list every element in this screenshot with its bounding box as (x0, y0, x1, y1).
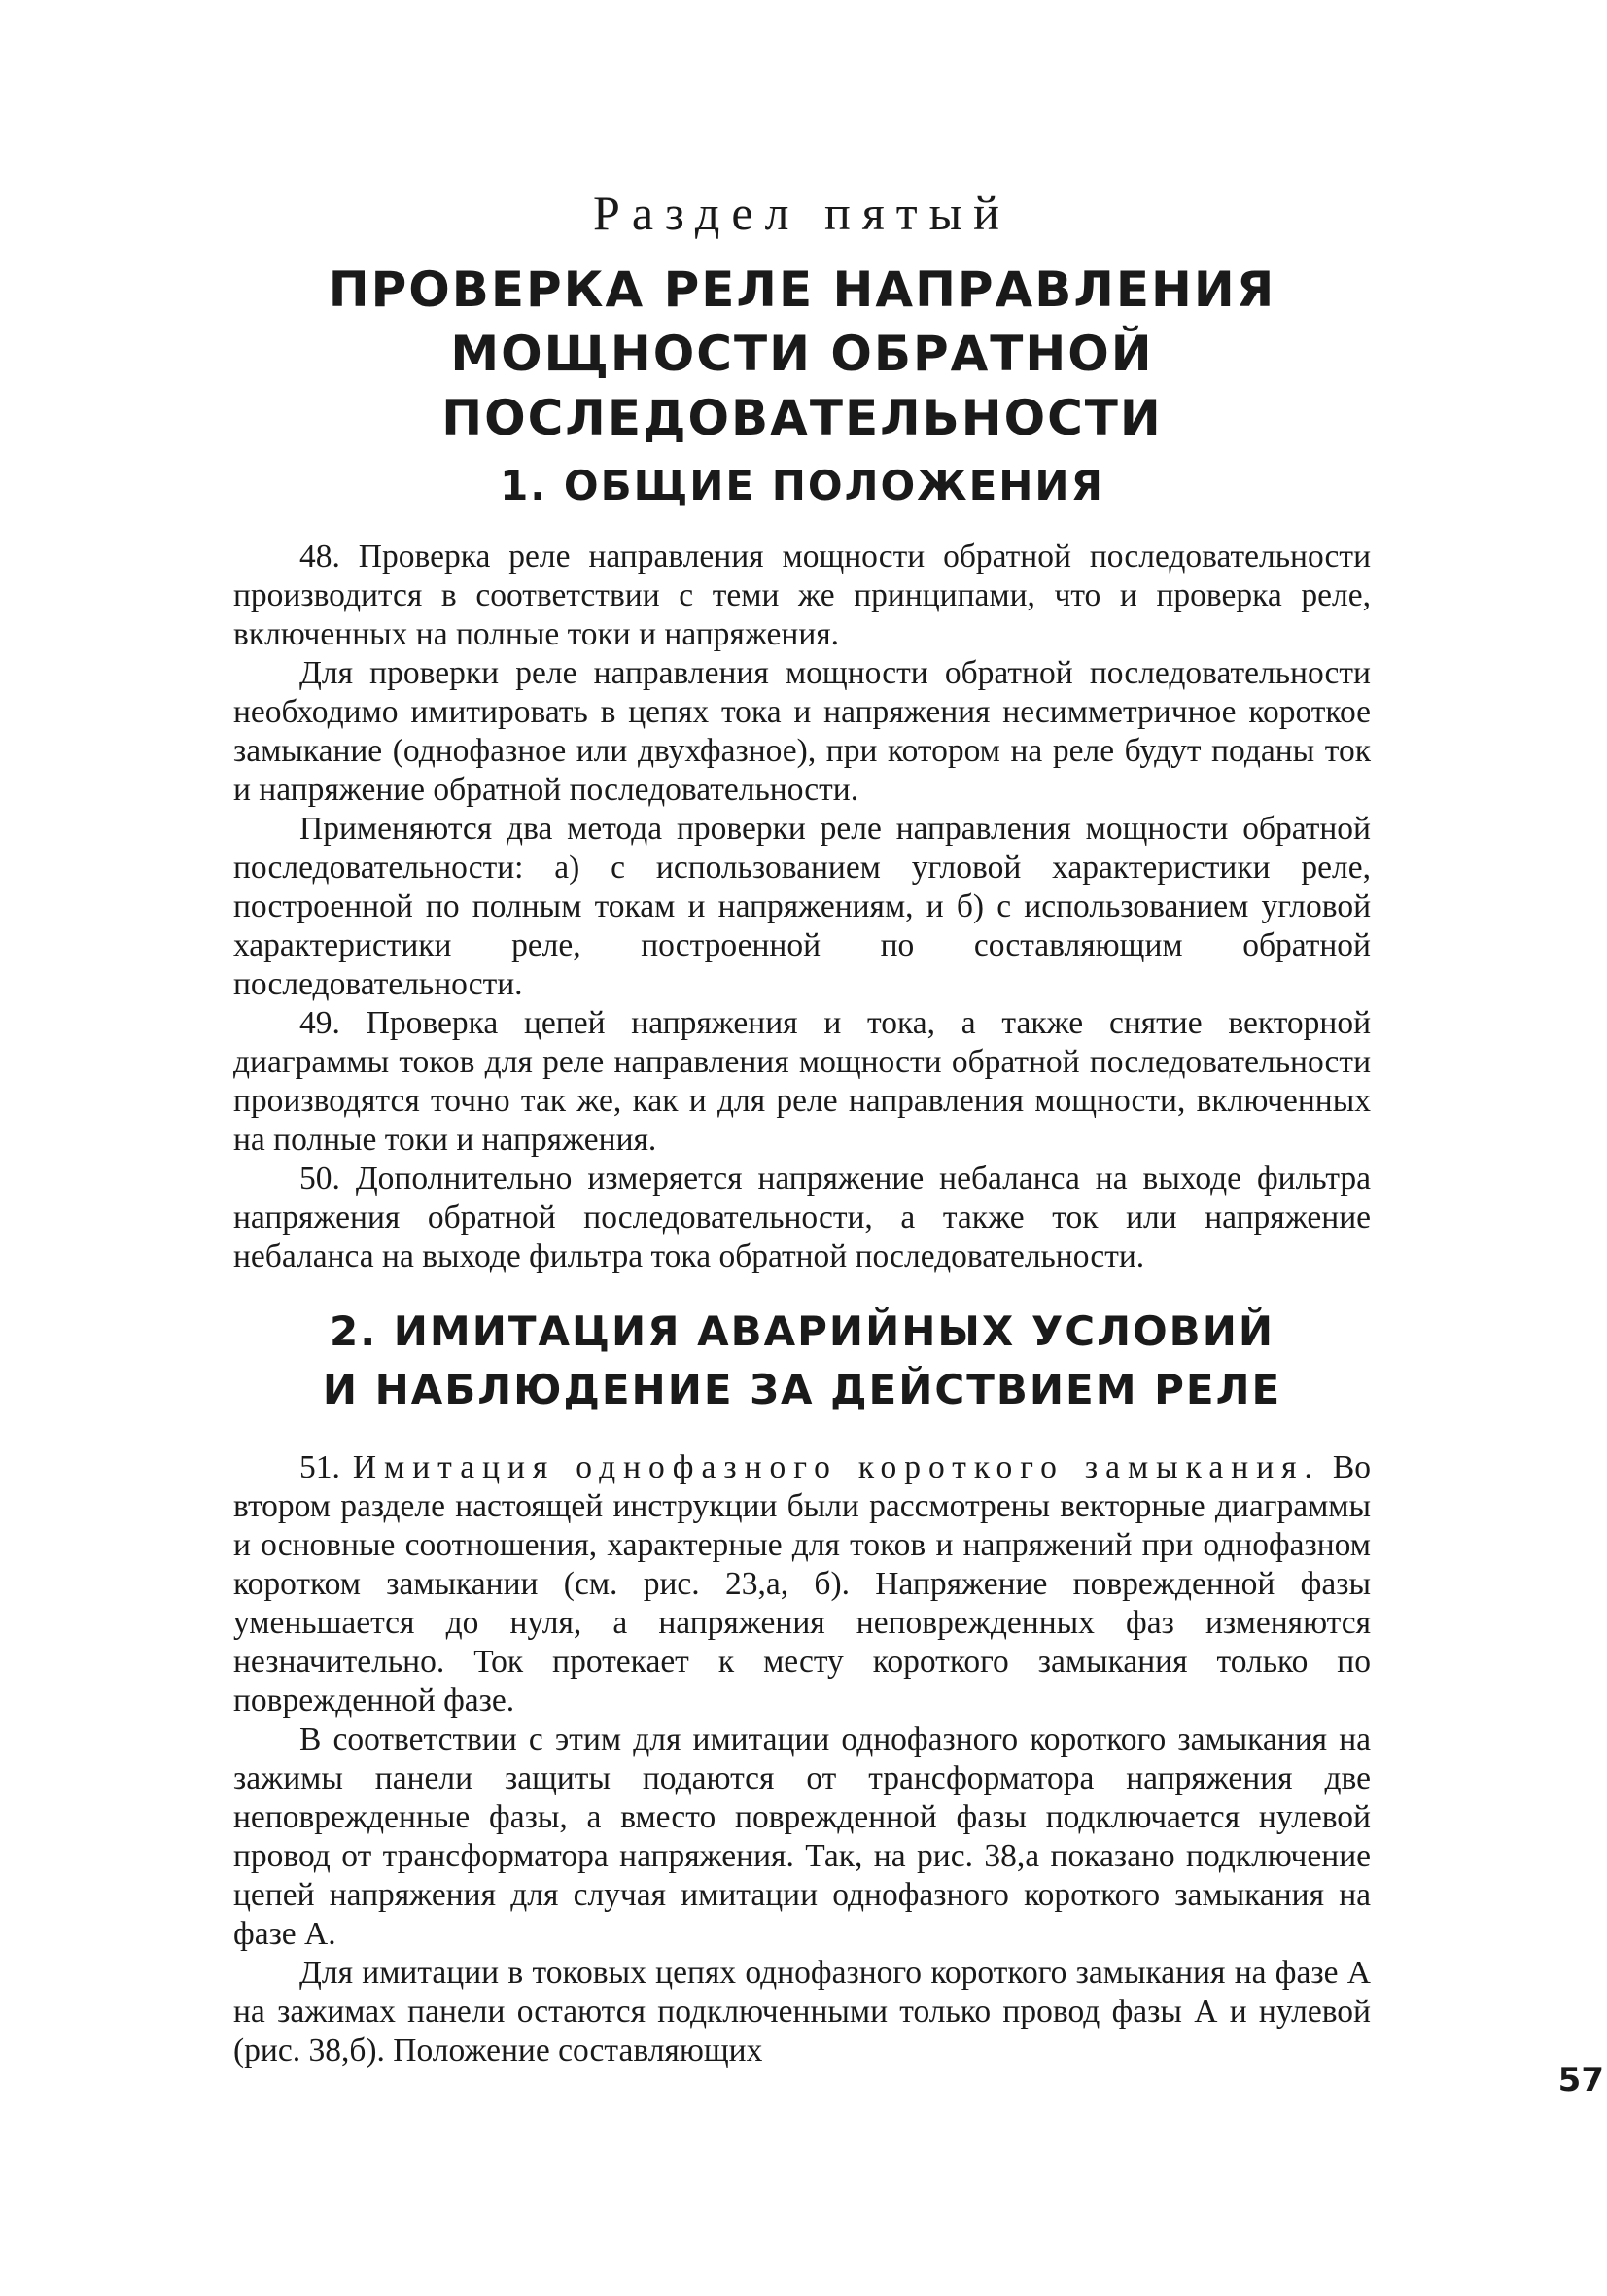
paragraph-number: 51. (299, 1449, 340, 1485)
subsection-heading-line: 1. ОБЩИЕ ПОЛОЖЕНИЯ (500, 462, 1104, 509)
paragraph-50: 50. Дополнительно измеряется напряжение небаланса на выходе фильтра напряжения обратной последовательности, а также ток или напряжение небаланса на выходе фильтра тока обратной последовательности. (233, 1161, 1371, 1274)
page-number: 57 (1557, 2061, 1604, 2100)
paragraph: В соответствии с этим для имитации однофазного короткого замыкания на зажимы панели защиты подаются от трансформатора напряжения две неповрежденные фазы, а вместо поврежденной фазы подключается нулевой провод от трансформатора напряжения. Так, на рис. 38,а показано подключение цепей напряжения для случая имитации однофазного короткого замыкания на фазе А. (233, 1722, 1371, 1952)
inline-heading: Имитация однофазного короткого замыкания. (352, 1449, 1320, 1485)
subsection-heading-line: 2. ИМИТАЦИЯ АВАРИЙНЫХ УСЛОВИЙ (329, 1307, 1275, 1355)
paragraph: Применяются два метода проверки реле направления мощности обратной последовательности: а) с использованием угловой характеристики реле, построенной по полным токам и напряжениям, и б) с использованием угловой характеристики реле, построенной по составляющим обратной последовательности. (233, 811, 1371, 1002)
text-block-general (233, 538, 1371, 1276)
chapter-title-line: ПОСЛЕДОВАТЕЛЬНОСТИ (441, 390, 1163, 446)
paragraph-48: 48. Проверка реле направления мощности обратной последовательности производится в соответствии с теми же принципами, что и проверка реле, включенных на полные токи и напряжения. (233, 539, 1371, 652)
paragraph-49: 49. Проверка цепей напряжения и тока, а также снятие векторной диаграммы токов для реле направления мощности обратной последовательности производятся точно так же, как и для реле направления мощности, включенных на полные токи и напряжения. (233, 1005, 1371, 1158)
chapter-title-line: ПРОВЕРКА РЕЛЕ НАПРАВЛЕНИЯ (328, 261, 1276, 318)
chapter-title-line: МОЩНОСТИ ОБРАТНОЙ (450, 326, 1154, 382)
paragraph-51 (233, 1448, 1371, 1721)
paragraph: Для проверки реле направления мощности обратной последовательности необходимо имитировать в цепях тока и напряжения несимметричное короткое замыкание (однофазное или двухфазное), при котором на реле будут поданы ток и напряжение обратной последовательности. (233, 655, 1371, 808)
subsection-heading-2 (233, 1303, 1371, 1419)
subsection-heading-1 (233, 457, 1371, 515)
chapter-title (233, 258, 1371, 450)
paragraph: Для имитации в токовых цепях однофазного короткого замыкания на фазе А на зажимах панели остаются подключенными только провод фазы А и нулевой (рис. 38,б). Положение составляющих (233, 1955, 1371, 2069)
section-label: Раздел пятый (593, 186, 1011, 240)
subsection-heading-line: И НАБЛЮДЕНИЕ ЗА ДЕЙСТВИЕМ РЕЛЕ (322, 1366, 1282, 1413)
paragraph-text: Во втором разделе настоящей инструкции были рассмотрены векторные диаграммы и основные соотношения, характерные для токов и напряжений при однофазном коротком замыкании (см. рис. 23,а, б). Напряжение поврежденной фазы уменьшается до нуля, а напряжения неповрежденных фаз изменяются незначительно. Ток протекает к месту короткого замыкания только по поврежденной фазе. (233, 1449, 1371, 1719)
text-block-imitation (233, 1448, 1371, 2070)
